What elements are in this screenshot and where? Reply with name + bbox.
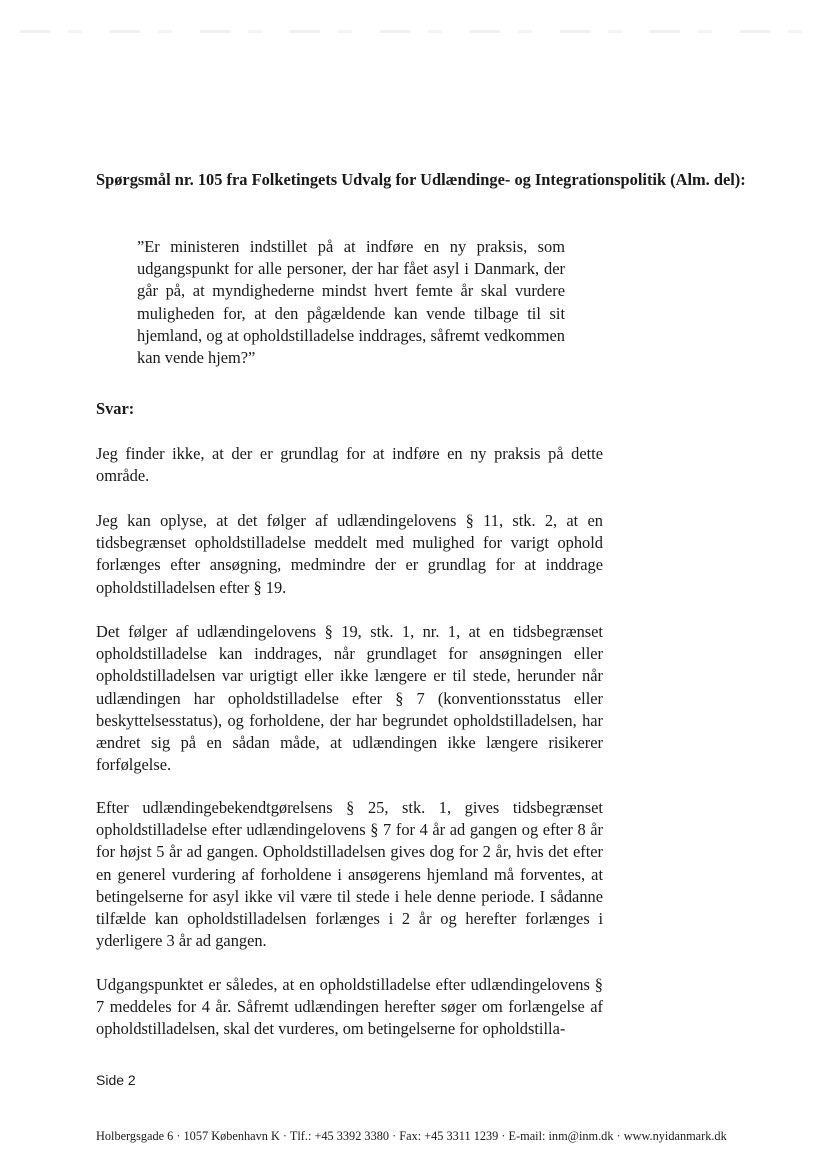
answer-paragraph: Det følger af udlændingelovens § 19, stk. 1, nr. 1, at en tidsbegrænset opholdstilladelse kan inddrages, når grundlaget for ansøgningen eller opholdstilladelsen var urigtigt eller ikke længere er til stede, herunder når udlændingen har opholdstilladelse efter § 7 (konventionsstatus eller beskyttelsesstatus), og forholdene, der har begrundet opholdstilladelsen, har ændret sig på en sådan måde, at udlændingen ikke længere risikerer forfølgelse. (96, 622, 603, 775)
answer-heading: Svar: (96, 399, 135, 418)
answer-paragraph: Udgangspunktet er således, at en opholdstilladelse efter udlændingelovens § 7 meddeles for 4 år. Såfremt udlændingen herefter søger om forlængelse af opholdstilladelsen, skal det vurderes, om betingelserne for opholdstilla- (96, 975, 603, 1039)
answer-paragraph: Efter udlændingebekendtgørelsens § 25, stk. 1, gives tidsbegrænset opholdstilladelse efter udlændingelovens § 7 for 4 år ad gangen og efter 8 år for højst 5 år ad gangen. Opholdstilladelsen gives dog for 2 år, hvis det efter en generel vurdering af forholdene i ansøgerens hjemland må forventes, at betingelserne for asyl ikke vil være til stede i hele denne periode. I sådanne tilfælde kan opholdstilladelsen forlænges i 2 år og herefter forlænges i yderligere 3 år ad gangen. (96, 798, 603, 951)
answer-paragraph: Jeg finder ikke, at der er grundlag for at indføre en ny praksis på dette område. (96, 444, 603, 486)
scan-artifact (20, 30, 810, 33)
question-quote: ”Er ministeren indstillet på at indføre en ny praksis, som udgangspunkt for alle personer, der har fået asyl i Danmark, der går på, at myndighederne mindst hvert femte år skal vurdere muligheden for, at den pågældende kan vende tilbage til sit hjemland, og at opholdstilladelse inddrages, såfremt vedkommen kan vende hjem?” (137, 237, 565, 368)
page-number: Side 2 (96, 1072, 136, 1088)
footer-address: Holbergsgade 6 · 1057 København K · Tlf.: +45 3392 3380 · Fax: +45 3311 1239 · E-mail: inm@inm.dk · www.nyidanmark.dk (96, 1129, 727, 1143)
question-heading: Spørgsmål nr. 105 fra Folketingets Udvalg for Udlændinge- og Integrationspolitik (Alm. del): (96, 170, 746, 189)
answer-paragraph: Jeg kan oplyse, at det følger af udlændingelovens § 11, stk. 2, at en tidsbegrænset opholdstilladelse meddelt med mulighed for varigt ophold forlænges efter ansøgning, medmindre der er grundlag for at inddrage opholdstilladelsen efter § 19. (96, 511, 603, 597)
